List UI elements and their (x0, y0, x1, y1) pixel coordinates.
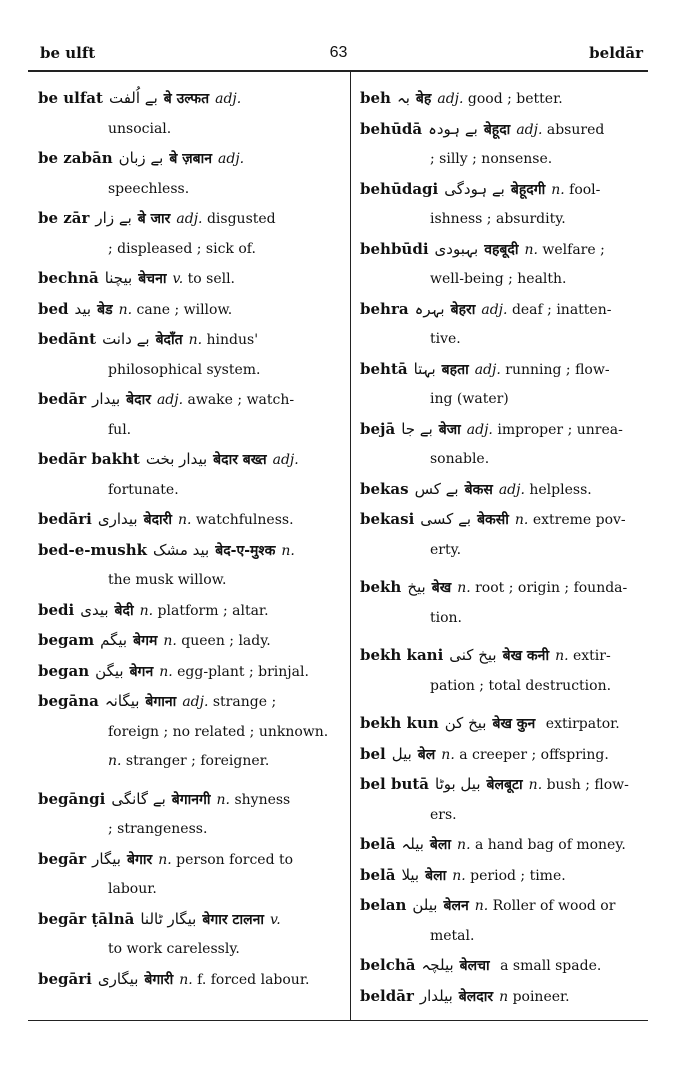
urdu-script: بیگاری (97, 969, 139, 988)
urdu-script: بیداری (97, 510, 138, 528)
headword: be zār (38, 209, 90, 227)
part-of-speech: adj. (182, 694, 209, 710)
hindi-script: बेगारी (144, 971, 174, 988)
dictionary-entry (360, 175, 644, 235)
definition: queen ; lady. (181, 633, 271, 649)
headword: beh (360, 89, 391, 107)
headword: belan (360, 896, 407, 914)
part-of-speech: n. (457, 837, 471, 853)
dictionary-entry (360, 891, 644, 951)
urdu-script: بیلدار (419, 986, 453, 1005)
definition: bush ; flow- (546, 777, 629, 793)
definition: egg-plant ; brinjal. (177, 663, 309, 680)
dictionary-entry (38, 144, 338, 204)
definition-continuation: tive. (430, 331, 461, 347)
headword: behra (360, 299, 409, 318)
page-header (0, 44, 677, 70)
hindi-script: बेकस (464, 481, 493, 498)
headword: bedi (38, 600, 75, 619)
part-of-speech: n. (452, 867, 466, 884)
headword: behūdagi (360, 179, 439, 198)
definition: welfare ; (542, 241, 605, 258)
urdu-script: بیلہ (401, 835, 424, 853)
part-of-speech: n. (139, 602, 154, 619)
part-of-speech: n (499, 988, 509, 1005)
dictionary-entry (38, 905, 338, 965)
headword: belā (360, 865, 396, 884)
definition: to sell. (187, 271, 236, 287)
definition-continuation: erty. (430, 541, 462, 558)
definition-continuation: pation ; total destruction. (430, 677, 612, 694)
part-of-speech: n. (441, 746, 455, 763)
hindi-script: बेला (429, 837, 452, 853)
urdu-script: بیگم (100, 631, 128, 649)
dictionary-entry (360, 475, 644, 506)
headword: bel butā (360, 775, 429, 793)
urdu-script: بے کس (414, 479, 459, 498)
definition-continuation-2 (38, 747, 338, 777)
definition: extreme pov- (532, 512, 626, 528)
definition: root ; origin ; founda- (475, 580, 628, 596)
definition: stranger ; foreigner. (125, 753, 270, 769)
definition: running ; flow- (505, 361, 610, 378)
definition-continuation: ; displeased ; sick of. (108, 240, 256, 257)
dictionary-entry (38, 965, 338, 996)
part-of-speech: n. (163, 633, 177, 649)
definition: strange ; (212, 694, 277, 710)
urdu-script: بیل بوٹا (435, 775, 481, 793)
urdu-script: بے ہودگی (444, 179, 505, 198)
page-number: 63 (329, 44, 348, 61)
dictionary-entry (38, 385, 338, 445)
definition-continuation: foreign ; no related ; unknown. (108, 723, 329, 740)
headword: beldār (360, 986, 414, 1005)
definition: disgusted (206, 211, 276, 227)
urdu-script: بہبودی (434, 239, 479, 258)
part-of-speech: n. (179, 971, 193, 988)
definition-continuation: the musk willow. (108, 572, 227, 588)
dictionary-entry (38, 295, 338, 326)
dictionary-entry (360, 830, 644, 861)
headword: belā (360, 835, 396, 853)
definition: a creeper ; offspring. (459, 746, 609, 763)
definition: Roller of wood or (492, 898, 616, 914)
definition-continuation: ing (water) (430, 391, 509, 407)
footer-rule (28, 1020, 648, 1021)
dictionary-entry (360, 505, 644, 565)
definition: person forced to (176, 851, 294, 868)
hindi-script: बेगन (129, 663, 154, 680)
part-of-speech: n. (457, 580, 471, 596)
definition-continuation: ful. (108, 421, 132, 438)
definition: fool- (569, 181, 601, 198)
dictionary-entry (360, 982, 644, 1013)
part-of-speech: n. (555, 648, 569, 664)
column-divider (350, 72, 351, 1020)
definition-continuation: unsocial. (108, 120, 172, 137)
dictionary-entry (38, 505, 338, 536)
hindi-script: बेद-ए-मुश्क (215, 542, 276, 559)
definition-continuation: sonable. (430, 451, 490, 467)
headword: begār ṭālnā (38, 909, 135, 928)
headword: bejā (360, 419, 396, 438)
headword: bekh (360, 578, 402, 596)
hindi-script: बे जार (137, 211, 171, 227)
headword: bedār (38, 390, 87, 408)
headword: bechnā (38, 269, 99, 287)
dictionary-entry (360, 415, 644, 475)
definition: absured (546, 121, 605, 138)
headword: bedāri (38, 510, 92, 528)
hindi-script: बेख कुन (492, 716, 536, 732)
definition-continuation: well-being ; health. (430, 271, 567, 287)
headword: begāna (38, 692, 99, 710)
headword: began (38, 661, 90, 680)
headword: be zabān (38, 149, 113, 167)
dictionary-entry (360, 951, 644, 982)
dictionary-entry (360, 641, 644, 701)
hindi-script: बेहूदा (483, 121, 511, 138)
definition: shyness (234, 791, 291, 808)
headword: begāngi (38, 789, 106, 808)
urdu-script: بیچنا (104, 269, 133, 287)
part-of-speech: v. (172, 271, 184, 287)
urdu-script: بے زار (95, 209, 132, 227)
dictionary-entry (38, 626, 338, 657)
part-of-speech: adj. (215, 91, 242, 107)
definition: f. forced labour. (197, 971, 310, 988)
dictionary-entry (38, 845, 338, 905)
dictionary-entry (360, 861, 644, 892)
part-of-speech: n. (108, 753, 122, 769)
part-of-speech: adj. (156, 392, 184, 408)
right-column (360, 84, 644, 1012)
urdu-script: بے دانت (102, 330, 150, 348)
urdu-script: بیدار (92, 390, 121, 408)
hindi-script: बेदी (114, 602, 134, 619)
definition-continuation: to work carelessly. (108, 941, 240, 957)
definition-continuation: ishness ; absurdity. (430, 211, 566, 227)
hindi-script: बेगार टालना (202, 911, 264, 928)
headword: behbūdi (360, 239, 429, 258)
urdu-script: بیخ کن (444, 714, 487, 732)
dictionary-entry (38, 657, 338, 688)
dictionary-entry (38, 264, 338, 295)
part-of-speech: n. (281, 542, 295, 559)
urdu-script: بے گانگی (111, 789, 166, 808)
header-left-guideword: be ulft (40, 44, 96, 62)
hindi-script: बेल (417, 746, 436, 763)
urdu-script: بیل (391, 744, 412, 763)
headword: bekh kun (360, 714, 439, 732)
headword: behūdā (360, 119, 423, 138)
part-of-speech: adj. (474, 361, 501, 378)
dictionary-entry (38, 84, 338, 144)
hindi-script: बेकसी (477, 512, 509, 528)
part-of-speech: n. (551, 181, 565, 198)
part-of-speech: n. (159, 663, 173, 680)
urdu-script: بید مشک (153, 540, 210, 559)
urdu-script: بیگار ٹالنا (140, 909, 197, 928)
definition: improper ; unrea- (497, 421, 623, 438)
headword: bedār bakht (38, 450, 140, 468)
part-of-speech: adj. (437, 91, 464, 107)
part-of-speech: n. (118, 301, 133, 318)
definition-continuation: philosophical system. (108, 361, 261, 378)
headword: belchā (360, 956, 416, 974)
part-of-speech: v. (270, 911, 281, 928)
dictionary-entry (38, 687, 338, 777)
hindi-script: बेहरा (450, 301, 476, 318)
urdu-script: بہتا (413, 359, 436, 378)
definition: cane ; willow. (136, 301, 233, 318)
part-of-speech: adj. (498, 481, 525, 498)
definition-continuation: ers. (430, 806, 457, 823)
dictionary-entry (38, 445, 338, 505)
hindi-script: बेलचा (459, 958, 490, 974)
hindi-script: बेचना (138, 271, 167, 287)
urdu-script: بے ہودہ (428, 119, 478, 138)
part-of-speech: n. (177, 512, 192, 528)
headword: bed-e-mushk (38, 540, 148, 559)
dictionary-entry (38, 596, 338, 627)
header-rule (28, 70, 648, 72)
definition-continuation: metal. (430, 927, 475, 944)
hindi-script: बेलदार (458, 988, 494, 1005)
hindi-script: बेड (97, 301, 113, 318)
dictionary-entry (360, 740, 644, 771)
urdu-script: بے جا (401, 419, 433, 438)
hindi-script: बेजा (438, 421, 461, 438)
dictionary-entry (38, 536, 338, 596)
hindi-script: बेगानगी (171, 791, 211, 808)
definition-continuation: tion. (430, 609, 462, 626)
headword: begāri (38, 969, 92, 988)
definition: good ; better. (467, 91, 563, 107)
urdu-script: بیدی (80, 600, 109, 619)
definition-continuation: labour. (108, 881, 157, 897)
headword: bel (360, 744, 386, 763)
hindi-script: बेगम (133, 633, 158, 649)
urdu-script: بیگن (95, 661, 124, 680)
part-of-speech: n. (524, 241, 538, 258)
hindi-script: बे ज़बान (169, 151, 213, 167)
part-of-speech: adj. (272, 452, 299, 468)
part-of-speech: n. (158, 851, 172, 868)
dictionary-entry (360, 235, 644, 295)
dictionary-entry (360, 84, 644, 115)
headword: bedānt (38, 330, 97, 348)
hindi-script: बेहूदगी (510, 181, 546, 198)
hindi-script: बेख कनी (502, 648, 550, 664)
part-of-speech: n. (474, 898, 489, 914)
urdu-script: بید (74, 299, 92, 318)
definition-continuation: ; strangeness. (108, 821, 208, 837)
headword: bed (38, 299, 69, 318)
hindi-script: बेह (415, 91, 432, 107)
headword: bekas (360, 479, 409, 498)
dictionary-entry (360, 295, 644, 355)
urdu-script: بیدار بخت (145, 450, 208, 468)
hindi-script: बहता (441, 361, 469, 378)
headword: begār (38, 849, 87, 868)
urdu-script: بے زبان (118, 149, 164, 167)
dictionary-entry (38, 204, 338, 264)
part-of-speech: adj. (481, 301, 508, 318)
definition-continuation: ; silly ; nonsense. (430, 151, 553, 167)
definition: platform ; altar. (157, 602, 269, 619)
urdu-script: بے کسی (420, 510, 472, 528)
definition: a hand bag of money. (474, 837, 626, 853)
definition: extir- (573, 648, 611, 664)
part-of-speech: n. (528, 777, 543, 793)
definition: awake ; watch- (187, 392, 295, 408)
dictionary-entry (38, 785, 338, 845)
part-of-speech: adj. (466, 421, 493, 438)
urdu-script: بیلچہ (421, 956, 454, 974)
definition: deaf ; inatten- (511, 301, 612, 318)
urdu-script: بیگانہ (104, 692, 140, 710)
urdu-script: بہرہ (414, 299, 445, 318)
dictionary-entry (360, 573, 644, 633)
part-of-speech: adj. (218, 151, 245, 167)
header-right-guideword: beldār (589, 44, 643, 62)
urdu-script: بے اُلفت (108, 89, 158, 107)
part-of-speech: adj. (516, 121, 543, 138)
left-column (38, 84, 338, 995)
part-of-speech: n. (514, 512, 529, 528)
dictionary-entry (360, 770, 644, 830)
part-of-speech: adj. (176, 211, 203, 227)
headword: begam (38, 631, 95, 649)
headword: bekasi (360, 510, 415, 528)
urdu-script: بیلن (412, 896, 438, 914)
hindi-script: बेदारी (143, 512, 172, 528)
definition: hindus' (206, 332, 259, 348)
headword: behtā (360, 359, 408, 378)
hindi-script: बेदाँत (155, 332, 183, 348)
part-of-speech: n. (216, 791, 230, 808)
urdu-script: بہ (396, 89, 410, 107)
definition: a small spade. (500, 958, 602, 974)
urdu-script: بیخ (407, 578, 426, 596)
urdu-script: بیلا (401, 865, 420, 884)
hindi-script: बेला (425, 867, 447, 884)
hindi-script: बेगाना (145, 694, 177, 710)
dictionary-entry (360, 355, 644, 415)
hindi-script: बेलबूटा (486, 777, 523, 793)
hindi-script: वहबूदी (484, 241, 519, 258)
hindi-script: बेदार (126, 392, 151, 408)
definition-continuation: speechless. (108, 180, 190, 197)
hindi-script: बेगार (126, 851, 153, 868)
part-of-speech: n. (188, 332, 203, 348)
definition: poineer. (512, 988, 570, 1005)
hindi-script: बेख (431, 580, 452, 596)
definition: helpless. (529, 481, 592, 498)
definition: period ; time. (470, 867, 566, 884)
urdu-script: بیخ کنی (449, 646, 497, 664)
headword: be ulfat (38, 89, 103, 107)
hindi-script: बे उल्फत (163, 91, 210, 107)
dictionary-entry (360, 115, 644, 175)
definition-continuation: fortunate. (108, 481, 179, 498)
definition: extirpator. (545, 716, 620, 732)
dictionary-entry (38, 325, 338, 385)
urdu-script: بیگار (92, 849, 121, 868)
hindi-script: बेलन (443, 898, 469, 914)
definition: watchfulness. (195, 512, 294, 528)
headword: bekh kani (360, 646, 444, 664)
hindi-script: बेदार बख्त (213, 452, 267, 468)
dictionary-entry (360, 709, 644, 740)
